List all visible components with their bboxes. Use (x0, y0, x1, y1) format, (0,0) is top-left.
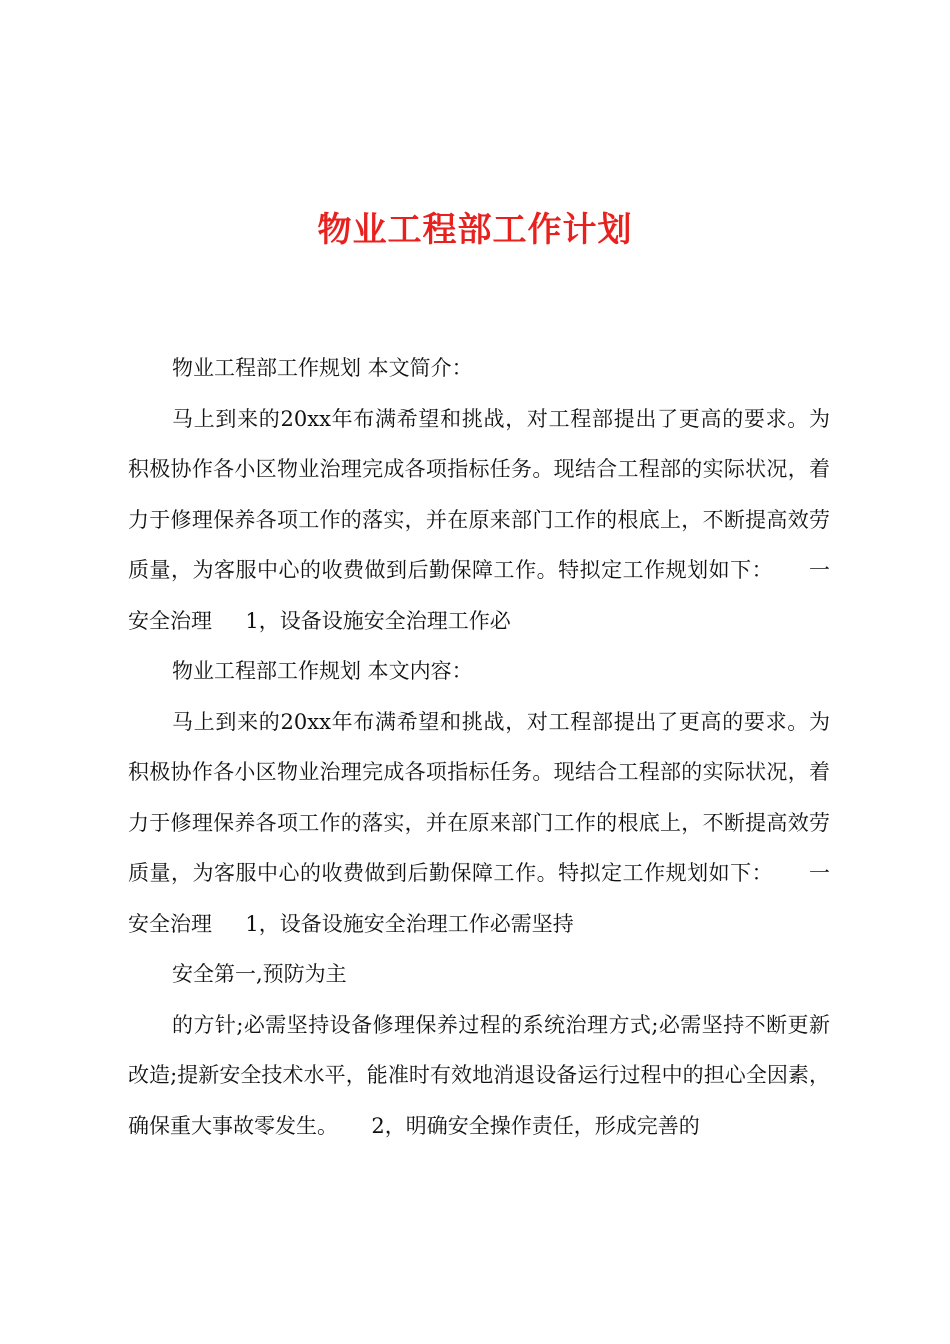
paragraph-intro-text: 马上到来的20xx年布满希望和挑战，对工程部提出了更高的要求。为积极协作各小区物业治理完成各项指标任务。现结合工程部的实际状况，着力于修理保养各项工作的落实，并在原来部门工作的根底上，不断提高效劳质量，为客服中心的收费做到后勤保障工作。特拟定工作规划如下： 一安全治理 1，设备设施安全治理工作必 (128, 406, 830, 633)
paragraph-content-text: 马上到来的20xx年布满希望和挑战，对工程部提出了更高的要求。为积极协作各小区物业治理完成各项指标任务。现结合工程部的实际状况，着力于修理保养各项工作的落实，并在原来部门工作的根底上，不断提高效劳质量，为客服中心的收费做到后勤保障工作。特拟定工作规划如下： 一 安全治理 1，设备设施安全治理工作必需坚持 (128, 709, 837, 936)
document-body (128, 343, 837, 1151)
paragraph-safety-policy: 的方针;必需坚持设备修理保养过程的系统治理方式;必需坚持不断更新改造;提新安全技术水平，能准时有效地消退设备运行过程中的担心全因素，确保重大事故零发生。 2，明确安全操作责任，形成完善的 (128, 1012, 830, 1138)
paragraph-safety-principle: 安全第一,预防为主 (172, 962, 347, 986)
paragraph-content-heading: 物业工程部工作规划 本文内容： (172, 659, 473, 683)
paragraph-intro-heading: 物业工程部工作规划 本文简介： (172, 356, 473, 380)
document-title: 物业工程部工作计划 (317, 210, 633, 250)
